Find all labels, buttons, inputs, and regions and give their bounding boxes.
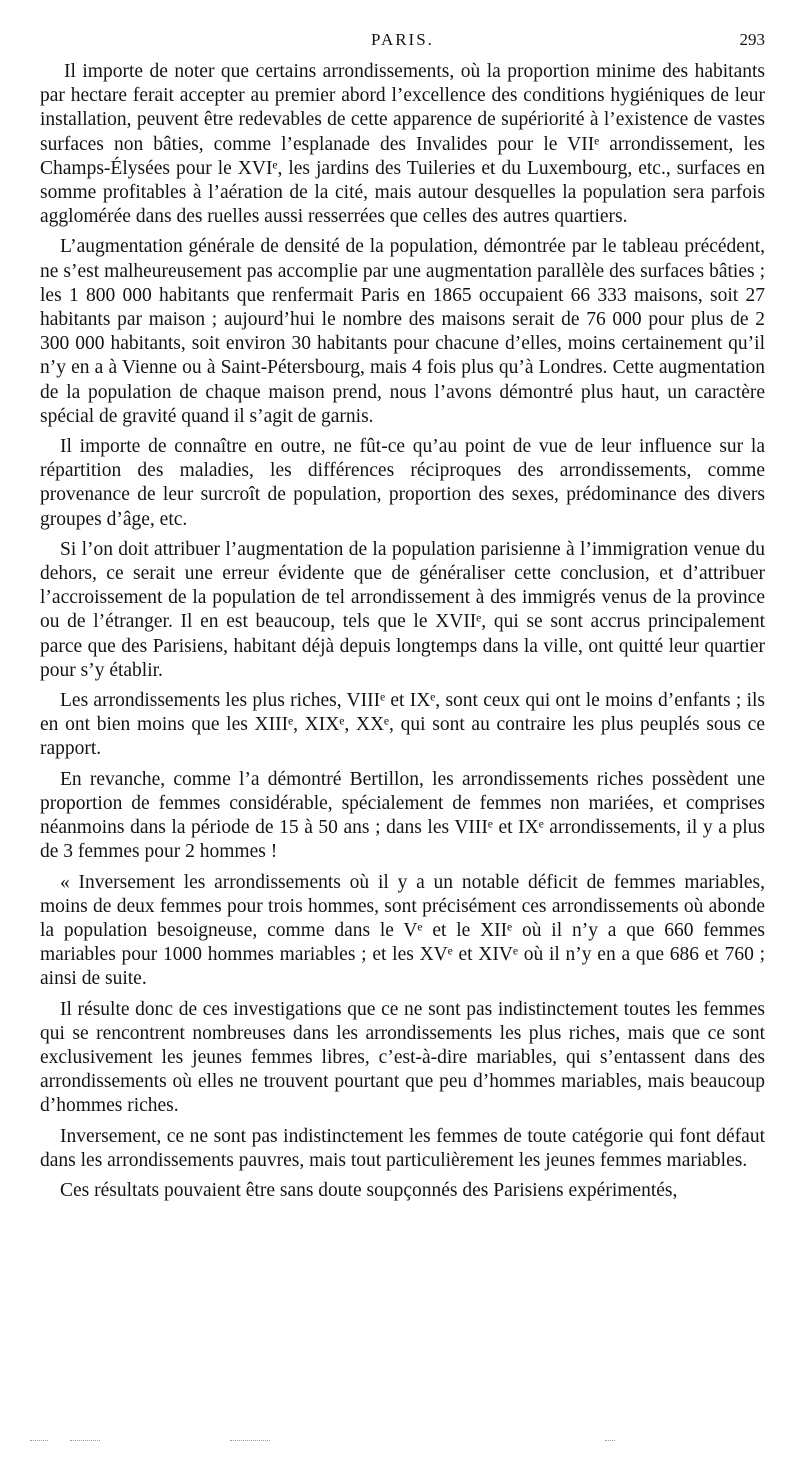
- scan-mark: [230, 1440, 270, 1443]
- scan-artifact-marks: [30, 1440, 770, 1450]
- paragraph-10: Ces résultats pouvaient être sans doute soupçonnés des Parisiens expérimentés,: [60, 1179, 678, 1201]
- paragraph-9: Inversement, ce ne sont pas indistinctement les femmes de toute catégorie qui font défaut dans les arrondissements pauvres, mais tout particulièrement les jeunes femmes mariables.: [40, 1125, 765, 1171]
- page-number: 293: [739, 30, 765, 49]
- paragraph-1: Il importe de noter que certains arrondissements, où la proportion minime des habitants par hectare ferait accepter au premier abord l’excellence des conditions hygiéniques de leur installation, peuvent être redevables de cette apparence de supériorité à l’existence de vastes surfaces non bâties, comme l’esplanade des Invalides pour le VIIᵉ arrondissement, les Champs-Élysées pour le XVIᵉ, les jardins des Tuileries et du Luxembourg, etc., surfaces en somme profitables à l’aération de la cité, mais autour desquelles la population sera parfois agglomérée dans des ruelles aussi resserrées que celles des autres quartiers.: [40, 61, 765, 228]
- scan-mark: [70, 1440, 100, 1443]
- scan-mark: [605, 1440, 615, 1443]
- body-text: [40, 60, 765, 1209]
- paragraph-3: Il importe de connaître en outre, ne fût-ce qu’au point de vue de leur influence sur la répartition des maladies, les différences réciproques des arrondissements, comme provenance de leur surcroît de population, proportion des sexes, prédominance des divers groupes d’âge, etc.: [40, 436, 765, 530]
- paragraph-8: Il résulte donc de ces investigations que ce ne sont pas indistinctement toutes les femmes qui se rencontrent nombreuses dans les arrondissements les plus riches, mais que ce sont exclusivement les jeunes femmes libres, c’est-à-dire mariables, qui s’entassent dans des arrondissements où elles ne trouvent pourtant que peu d’hommes mariables, mais beaucoup d’hommes riches.: [40, 998, 765, 1117]
- running-title: PARIS.: [371, 30, 434, 49]
- paragraph-6: En revanche, comme l’a démontré Bertillon, les arrondissements riches possèdent une proportion de femmes considérable, spécialement de femmes non mariées, et comprises néanmoins dans la période de 15 à 50 ans ; dans les VIIIᵉ et IXᵉ arrondissements, il y a plus de 3 femmes pour 2 hommes !: [40, 768, 765, 863]
- scan-mark: [30, 1440, 48, 1443]
- paragraph-5: Les arrondissements les plus riches, VIIIᵉ et IXᵉ, sont ceux qui ont le moins d’enfants ; ils en ont bien moins que les XIIIᵉ, XIXᵉ, XXᵉ, qui sont au contraire les plus peuplés sous ce rapport.: [40, 690, 765, 760]
- paragraph-4: Si l’on doit attribuer l’augmentation de la population parisienne à l’immigration venue du dehors, ce serait une erreur évidente que de généraliser cette conclusion, et d’attribuer l’accroissement de la population de tel arrondissement à des immigrés venus de la province ou de l’étranger. Il en est beaucoup, tels que le XVIIᵉ, qui se sont accrus principalement parce que des Parisiens, habitant déjà depuis longtemps dans la ville, ont quitté leur quartier pour s’y établir.: [40, 538, 765, 681]
- paragraph-7-quote: « Inversement les arrondissements où il y a un notable déficit de femmes mariables, moins de deux femmes pour trois hommes, sont précisément ces arrondissements où abonde la population besoigneuse, comme dans le Vᵉ et le XIIᵉ où il n’y a que 660 femmes mariables pour 1000 hommes mariables ; et les XVᵉ et XIVᵉ où il n’y en a que 686 et 760 ; ainsi de suite.: [40, 871, 765, 990]
- running-head: [40, 30, 765, 56]
- paragraph-2: L’augmentation générale de densité de la population, démontrée par le tableau précédent, ne s’est malheureusement pas accomplie par une augmentation parallèle des surfaces bâties ; les 1 800 000 habitants que renfermait Paris en 1865 occupaient 66 333 maisons, soit 27 habitants par maison ; aujourd’hui le nombre des maisons serait de 76 000 pour plus de 2 300 000 habitants, soit environ 30 habitants pour chacune d’elles, moins certainement qu’il n’y en a à Vienne ou à Saint-Pétersbourg, mais 4 fois plus qu’à Londres. Cette augmentation de la population de chaque maison prend, nous l’avons démontré plus haut, un caractère spécial de gravité quand il s’agit de garnis.: [40, 236, 765, 427]
